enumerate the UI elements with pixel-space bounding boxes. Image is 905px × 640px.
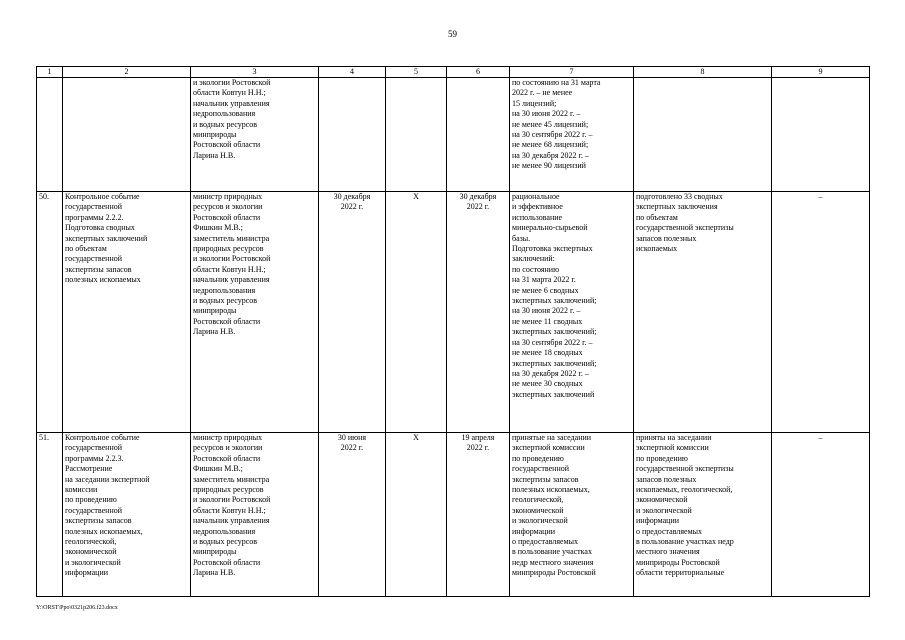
table-row-continuation bbox=[37, 78, 870, 192]
row-number: 50. bbox=[37, 192, 63, 433]
row-number bbox=[37, 78, 63, 192]
responsible-persons: министр природных ресурсов и экологии Ростовской области Фишкин М.В.; заместитель министра природных ресурсов и экологии Ростовской области Ковтун Н.Н.; начальник управления недропользования и водных ресурсов минприроды Ростовской области Ларина Н.В. bbox=[191, 192, 319, 433]
header-cell: 5 bbox=[386, 67, 447, 78]
header-cell: 6 bbox=[447, 67, 510, 78]
actual-date: 19 апреля 2022 г. bbox=[447, 433, 510, 597]
header-cell: 8 bbox=[634, 67, 772, 78]
row-number: 51. bbox=[37, 433, 63, 597]
column-5-value bbox=[386, 78, 447, 192]
planned-result: рациональное и эффективное использование минерально-сырьевой базы. Подготовка экспертных заключений: по состоянию на 31 марта 2022 г. не менее 6 сводных экспертных заключений; на 30 июня 2022 г. – не менее 11 сводных экспертных заключений; на 30 сентября 2022 г. – не менее 18 сводных экспертных заключений; на 30 декабря 2022 г. – не менее 30 сводных экспертных заключений bbox=[510, 192, 634, 433]
header-cell: 3 bbox=[191, 67, 319, 78]
planned-result: принятые на заседании экспертной комиссии по проведению государственной экспертизы запасов полезных ископаемых, геологической, экономической и экологической информации о предоставляемых в пользование участках недр местного значения минприроды Ростовской bbox=[510, 433, 634, 597]
header-cell: 1 bbox=[37, 67, 63, 78]
table-row-50 bbox=[37, 192, 870, 433]
column-5-value: Х bbox=[386, 433, 447, 597]
column-9-value: – bbox=[772, 192, 870, 433]
responsible-persons: и экологии Ростовской области Ковтун Н.Н.; начальник управления недропользования и водных ресурсов минприроды Ростовской области Ларина Н.В. bbox=[191, 78, 319, 192]
planned-date: 30 декабря 2022 г. bbox=[319, 192, 386, 433]
actual-result: приняты на заседании экспертной комиссии по проведению государственной экспертизы запасов полезных ископаемых, геологической, экономической и экологической информации о предоставляемых в пользование участках недр местного значения минприроды Ростовской области территориальные bbox=[634, 433, 772, 597]
header-cell: 4 bbox=[319, 67, 386, 78]
footer-file-path: Y:\ORST\Ppo\0321p206.f23.docx bbox=[36, 605, 118, 611]
column-5-value: Х bbox=[386, 192, 447, 433]
event-name: Контрольное событие государственной программы 2.2.3. Рассмотрение на заседании экспертной комиссии по проведению государственной экспертизы запасов полезных ископаемых, геологической, экономической и экологической информации bbox=[63, 433, 191, 597]
event-name bbox=[63, 78, 191, 192]
event-name: Контрольное событие государственной программы 2.2.2. Подготовка сводных экспертных заключений по объектам государственной экспертизы запасов полезных ископаемых bbox=[63, 192, 191, 433]
table-row-51 bbox=[37, 433, 870, 597]
actual-date: 30 декабря 2022 г. bbox=[447, 192, 510, 433]
actual-result bbox=[634, 78, 772, 192]
planned-date bbox=[319, 78, 386, 192]
table-header-row bbox=[37, 67, 870, 78]
responsible-persons: министр природных ресурсов и экологии Ростовской области Фишкин М.В.; заместитель министра природных ресурсов и экологии Ростовской области Ковтун Н.Н.; начальник управления недропользования и водных ресурсов минприроды Ростовской области Ларина Н.В. bbox=[191, 433, 319, 597]
column-9-value bbox=[772, 78, 870, 192]
report-table bbox=[36, 66, 870, 597]
header-cell: 7 bbox=[510, 67, 634, 78]
actual-date bbox=[447, 78, 510, 192]
actual-result: подготовлено 33 сводных экспертных заключения по объектам государственной экспертизы запасов полезных ископаемых bbox=[634, 192, 772, 433]
column-9-value: – bbox=[772, 433, 870, 597]
page-number: 59 bbox=[448, 29, 457, 39]
planned-result: по состоянию на 31 марта 2022 г. – не менее 15 лицензий; на 30 июня 2022 г. – не менее 45 лицензий; на 30 сентября 2022 г. – не менее 68 лицензий; на 30 декабря 2022 г. – не менее 90 лицензий bbox=[510, 78, 634, 192]
header-cell: 2 bbox=[63, 67, 191, 78]
planned-date: 30 июня 2022 г. bbox=[319, 433, 386, 597]
header-cell: 9 bbox=[772, 67, 870, 78]
